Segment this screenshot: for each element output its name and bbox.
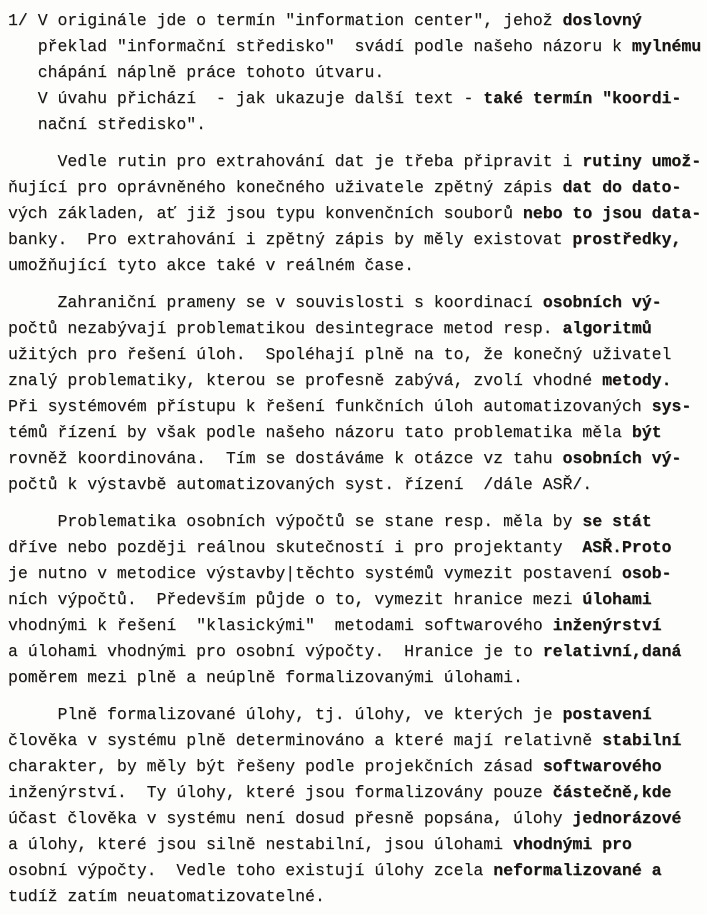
text-line: [8, 34, 707, 60]
text-line: [8, 290, 707, 316]
text-run: vhodnými k řešení "klasickými" metodami softwarového: [8, 616, 553, 635]
text-run: ních výpočtů. Především půjde o to, vymezit hranice mezi: [8, 590, 583, 609]
text-line: [8, 780, 707, 806]
text-run: tudíž zatím neuatomatizovatelné.: [8, 887, 325, 906]
text-run: účast člověka v systému není dosud přesně popsána, úlohy: [8, 809, 573, 828]
text-line: [8, 535, 707, 561]
text-run: ňující pro oprávněného konečného uživatele zpětný zápis: [8, 178, 563, 197]
text-line: [8, 8, 707, 34]
text-run: poměrem mezi plně a neúplně formalizovanými úlohami.: [8, 668, 523, 687]
text-run-bold: jednorázové: [572, 809, 682, 828]
text-line: [8, 832, 707, 858]
text-run: nační středisko".: [8, 115, 207, 134]
text-run: osobní výpočty. Vedle toho existují úlohy zcela: [8, 861, 494, 880]
text-run: počtů k výstavbě automatizovaných syst. řízení /dále ASŘ/.: [8, 475, 593, 494]
text-run-bold: nebo to jsou data-: [522, 204, 702, 223]
footnote-block: [8, 8, 707, 138]
text-run-bold: osob-: [621, 564, 672, 583]
text-line: [8, 253, 707, 279]
text-line: [8, 420, 707, 446]
text-run-bold: úlohami: [582, 590, 652, 609]
text-line: [8, 884, 707, 910]
text-run: užitých pro řešení úloh. Spoléhají plně na to, že konečný uživatel: [8, 345, 672, 364]
text-run-bold: algoritmů: [562, 319, 652, 338]
text-line: [8, 728, 707, 754]
text-line: [8, 806, 707, 832]
text-run-bold: také termín "koordi-: [483, 89, 682, 108]
text-run-bold: mylnému: [631, 37, 702, 56]
text-run-bold: být: [631, 423, 662, 442]
text-run-bold: relativní,daná: [542, 642, 682, 661]
text-run: Plně formalizované úlohy, tj. úlohy, ve kterých je: [8, 705, 563, 724]
text-run-bold: inženýrství: [552, 616, 662, 635]
text-line: [8, 509, 707, 535]
text-line: [8, 394, 707, 420]
text-run: Vedle rutin pro extrahování dat je třeba připravit i: [8, 152, 583, 171]
text-line: [8, 86, 707, 112]
text-run-bold: stabilní: [602, 731, 682, 750]
text-run-bold: softwarového: [542, 757, 662, 776]
text-run-bold: osobních vý-: [562, 449, 682, 468]
text-line: [8, 227, 707, 253]
text-line: [8, 472, 707, 498]
text-run-bold: vhodnými pro: [512, 835, 632, 854]
text-line: [8, 561, 707, 587]
text-run-bold: osobních vý-: [542, 293, 662, 312]
text-run-bold: rutiny umož-: [582, 152, 702, 171]
text-run: překlad "informační středisko" svádí podle našeho názoru k: [8, 37, 632, 56]
text-run-bold: postavení: [562, 705, 652, 724]
text-line: [8, 702, 707, 728]
paragraph-4: [8, 702, 707, 910]
text-run: rovněž koordinována. Tím se dostáváme k otázce vz tahu: [8, 449, 563, 468]
text-run: témů řízení by však podle našeho názoru tato problematika měla: [8, 423, 632, 442]
text-line: [8, 342, 707, 368]
text-line: [8, 60, 707, 86]
text-run: dříve nebo později reálnou skutečností i pro projektanty: [8, 538, 583, 557]
text-line: [8, 446, 707, 472]
text-line: [8, 175, 707, 201]
text-line: [8, 639, 707, 665]
text-run-bold: neformalizované a: [493, 861, 662, 880]
text-run: a úlohy, které jsou silně nestabilní, jsou úlohami: [8, 835, 513, 854]
text-run-bold: se stát: [582, 512, 652, 531]
text-line: [8, 587, 707, 613]
text-run: a úlohami vhodnými pro osobní výpočty. Hranice je to: [8, 642, 543, 661]
text-run: člověka v systému plně determinováno a které mají relativně: [8, 731, 603, 750]
text-line: [8, 201, 707, 227]
text-run: Problematika osobních výpočtů se stane resp. měla by: [8, 512, 583, 531]
text-run: je nutno v metodice výstavby|těchto systémů vymezit postavení: [8, 564, 622, 583]
text-line: [8, 613, 707, 639]
text-run: charakter, by měly být řešeny podle projekčních zásad: [8, 757, 543, 776]
text-run-bold: prostředky,: [572, 230, 682, 249]
text-run-bold: částečně,kde: [552, 783, 672, 802]
document-body: [8, 8, 707, 910]
text-run-bold: doslovný: [562, 11, 642, 30]
text-run: znalý problematiky, kterou se profesně zabývá, zvolí vhodné: [8, 371, 603, 390]
text-run: Při systémovém přístupu k řešení funkčních úloh automatizovaných: [8, 397, 652, 416]
text-run: chápání náplně práce tohoto útvaru.: [8, 63, 385, 82]
text-run-bold: dat do dato-: [562, 178, 682, 197]
paragraph-2: [8, 290, 707, 498]
text-run: inženýrství. Ty úlohy, které jsou formalizovány pouze: [8, 783, 553, 802]
text-run: umožňující tyto akce také v reálném čase.: [8, 256, 414, 275]
text-line: [8, 665, 707, 691]
text-run: banky. Pro extrahování i zpětný zápis by měly existovat: [8, 230, 573, 249]
text-run: počtů nezabývají problematikou desintegrace metod resp.: [8, 319, 563, 338]
text-line: [8, 368, 707, 394]
text-run: vých základen, ať již jsou typu konvenčních souborů: [8, 204, 523, 223]
paragraph-1: [8, 149, 707, 279]
text-line: [8, 754, 707, 780]
paragraph-3: [8, 509, 707, 691]
text-run: 1/ V originále jde o termín "information center", jehož: [8, 11, 563, 30]
text-line: [8, 112, 707, 138]
text-run: Zahraniční prameny se v souvislosti s koordinací: [8, 293, 543, 312]
text-run-bold: ASŘ.Proto: [582, 538, 672, 557]
text-run-bold: sys-: [651, 397, 692, 416]
text-line: [8, 316, 707, 342]
text-line: [8, 858, 707, 884]
text-line: [8, 149, 707, 175]
text-run: V úvahu přichází - jak ukazuje další text -: [8, 89, 484, 108]
text-run-bold: metody.: [602, 371, 672, 390]
